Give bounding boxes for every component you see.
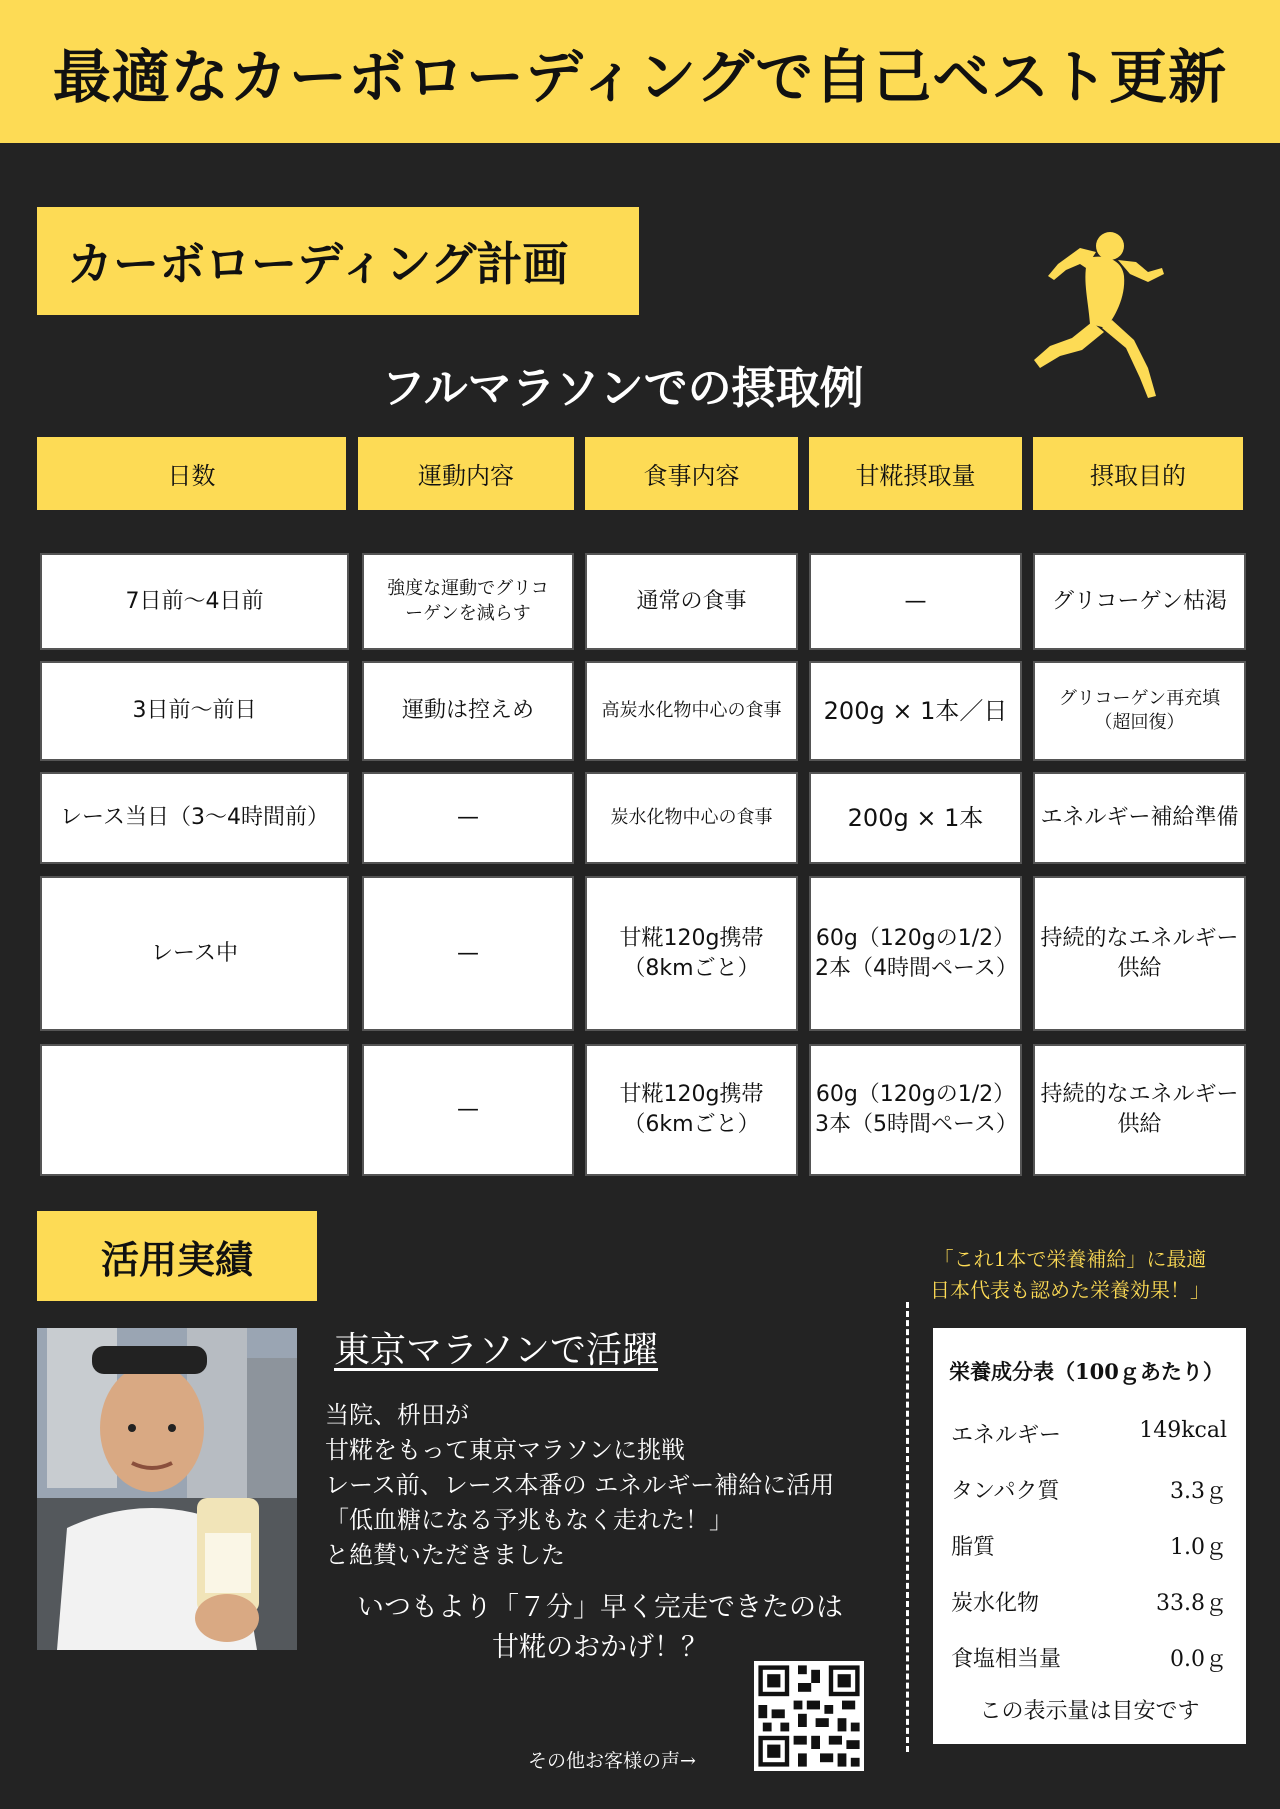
table-cell: 持続的なエネルギー 供給 (1033, 1044, 1246, 1176)
table-cell: 甘糀120g携帯 （6kmごと） (585, 1044, 798, 1176)
story-line: 当院、枡田が (325, 1401, 469, 1429)
table-cell: 60g（120gの1/2） 2本（4時間ペース） (809, 876, 1022, 1031)
highlight-line: いつもより「７分」早く完走できたのは (357, 1592, 843, 1623)
table-cell: 3日前〜前日 (40, 661, 349, 761)
qr-code-icon[interactable] (754, 1661, 864, 1771)
nutrition-row (951, 1474, 1231, 1505)
plan-section-title: カーボローディング計画 (37, 207, 639, 315)
nutrition-label: 脂質 (951, 1535, 996, 1560)
story-title: 東京マラソンで活躍 (334, 1330, 659, 1371)
nutrition-value: 33.8ｇ (1156, 1591, 1227, 1616)
table-cell: 60g（120gの1/2） 3本（5時間ペース） (809, 1044, 1022, 1176)
nutrition-row (951, 1642, 1231, 1673)
table-cell: 運動は控えめ (362, 661, 574, 761)
table-cell: 甘糀120g携帯 （8kmごと） (585, 876, 798, 1031)
page-title: 最適なカーボローディングで自己ベスト更新 (52, 42, 1228, 111)
nutrition-note: この表示量は目安です (979, 1699, 1200, 1724)
table-cell: グリコーゲン枯渇 (1033, 553, 1246, 650)
table-cell: 通常の食事 (585, 553, 798, 650)
nutrition-table (933, 1328, 1246, 1744)
nutrition-value: 149kcal (1139, 1418, 1227, 1443)
nutrition-label: エネルギー (951, 1423, 1062, 1448)
story-line: と絶賛いただきました (325, 1541, 565, 1569)
story-line: 甘糀をもって東京マラソンに挑戦 (325, 1436, 685, 1464)
table-cell: 持続的なエネルギー 供給 (1033, 876, 1246, 1031)
table-cell: グリコーゲン再充填 （超回復） (1033, 661, 1246, 761)
table-cell: 200g × 1本／日 (809, 661, 1022, 761)
table-cell: 強度な運動でグリコ ーゲンを減らす (362, 553, 574, 650)
table-cell (40, 1044, 349, 1176)
column-header-meal: 食事内容 (585, 437, 798, 510)
nutrition-label: 炭水化物 (951, 1591, 1040, 1616)
nutrition-label: タンパク質 (951, 1479, 1060, 1504)
nutrition-value: 1.0ｇ (1170, 1535, 1227, 1560)
runner-photo (37, 1328, 297, 1650)
plan-subtitle: フルマラソンでの摂取例 (381, 363, 864, 414)
nutrition-row (951, 1530, 1231, 1561)
nutrition-value: 3.3ｇ (1170, 1479, 1227, 1504)
column-header-purpose: 摂取目的 (1033, 437, 1243, 510)
nutrition-tagline (900, 1244, 1240, 1306)
story-line: 「低血糖になる予兆もなく走れた！」 (325, 1506, 733, 1534)
table-cell: 炭水化物中心の食事 (585, 772, 798, 864)
nutrition-label: 食塩相当量 (951, 1647, 1062, 1672)
header-banner (0, 0, 1280, 143)
story-highlight (300, 1588, 900, 1668)
nutrition-value: 0.0ｇ (1170, 1647, 1227, 1672)
customer-voice-label: その他お客様の声→ (528, 1750, 696, 1772)
tagline-line: 日本代表も認めた栄養効果！」 (930, 1278, 1210, 1302)
table-cell: レース当日（3〜4時間前） (40, 772, 349, 864)
table-cell: エネルギー補給準備 (1033, 772, 1246, 864)
table-cell: — (809, 553, 1022, 650)
table-cell: — (362, 876, 574, 1031)
story-line: レース前、レース本番の エネルギー補給に活用 (325, 1471, 835, 1499)
tagline-line: 「これ1本で栄養補給」に最適 (933, 1247, 1207, 1271)
table-cell: レース中 (40, 876, 349, 1031)
results-section-title: 活用実績 (37, 1211, 317, 1301)
table-cell: 高炭水化物中心の食事 (585, 661, 798, 761)
column-header-days: 日数 (37, 437, 346, 510)
nutrition-row (951, 1586, 1231, 1617)
column-header-amazake-amount: 甘糀摂取量 (809, 437, 1022, 510)
table-cell: — (362, 772, 574, 864)
highlight-line: 甘糀のおかげ！？ (492, 1632, 708, 1663)
story-text (325, 1398, 895, 1573)
table-cell: — (362, 1044, 574, 1176)
nutrition-row (951, 1418, 1231, 1449)
table-cell: 200g × 1本 (809, 772, 1022, 864)
nutrition-title: 栄養成分表（100ｇあたり） (949, 1359, 1224, 1384)
divider (906, 1302, 909, 1752)
table-cell: 7日前〜4日前 (40, 553, 349, 650)
column-header-exercise: 運動内容 (358, 437, 574, 510)
